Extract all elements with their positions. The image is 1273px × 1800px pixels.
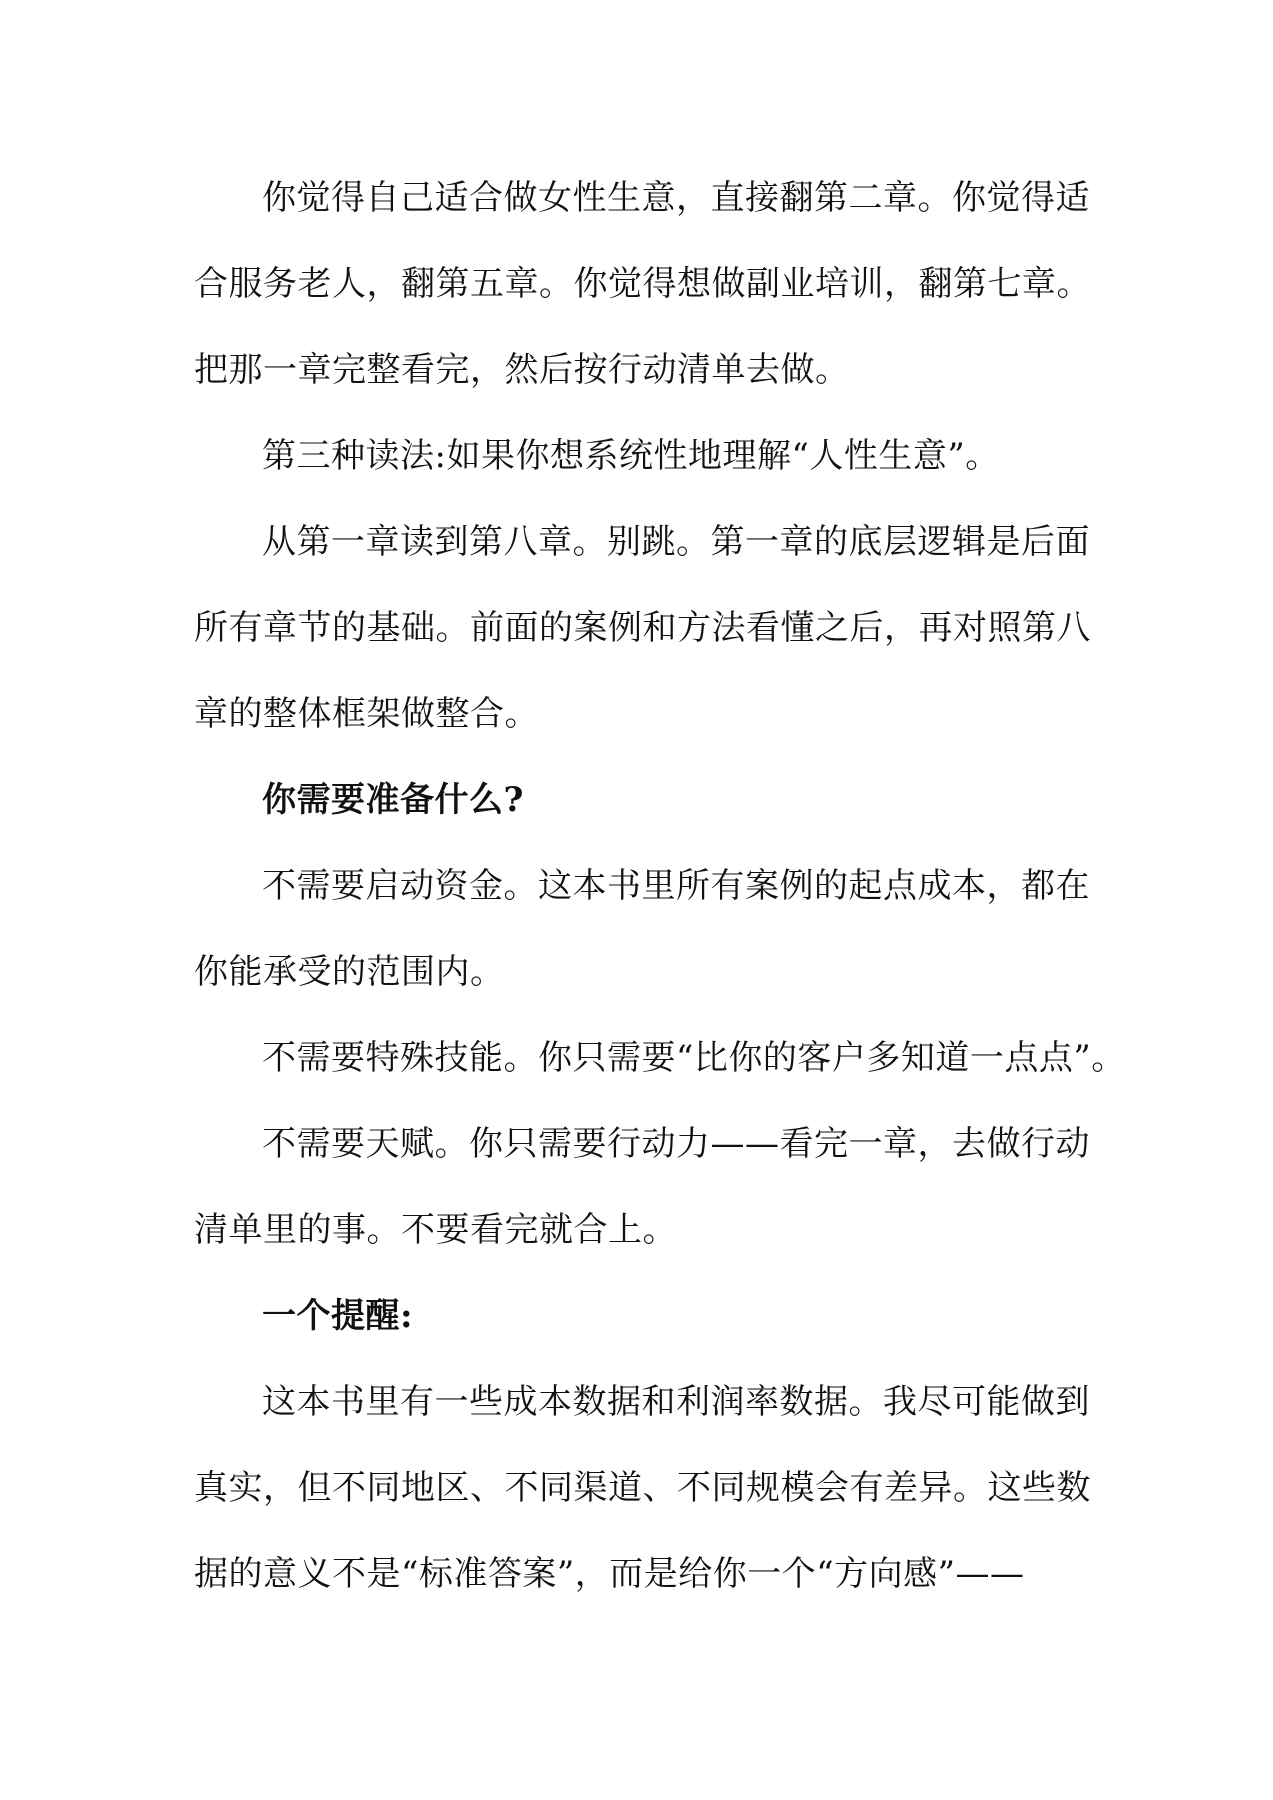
paragraph-line: 不需要特殊技能。你只需要“比你的客户多知道一点点”。	[262, 1038, 1126, 1078]
paragraph-line: 真实，但不同地区、不同渠道、不同规模会有差异。这些数	[194, 1468, 1091, 1508]
paragraph-line: 章的整体框架做整合。	[194, 694, 539, 734]
paragraph-line: 从第一章读到第八章。别跳。第一章的底层逻辑是后面	[262, 522, 1090, 562]
paragraph-line: 清单里的事。不要看完就合上。	[194, 1210, 677, 1250]
paragraph-line: 所有章节的基础。前面的案例和方法看懂之后，再对照第八	[194, 608, 1091, 648]
paragraph-line: 合服务老人，翻第五章。你觉得想做副业培训，翻第七章。	[194, 264, 1091, 304]
paragraph-line: 你能承受的范围内。	[194, 952, 505, 992]
paragraph-line: 第三种读法:如果你想系统性地理解“人性生意”。	[262, 436, 1000, 476]
paragraph-line: 把那一章完整看完，然后按行动清单去做。	[194, 350, 850, 390]
section-heading: 一个提醒:	[262, 1296, 414, 1336]
paragraph-line: 不需要启动资金。这本书里所有案例的起点成本，都在	[262, 866, 1090, 906]
paragraph-line: 据的意义不是“标准答案”，而是给你一个“方向感”——	[194, 1554, 1025, 1594]
paragraph-line: 你觉得自己适合做女性生意，直接翻第二章。你觉得适	[262, 178, 1090, 218]
paragraph-line: 不需要天赋。你只需要行动力——看完一章，去做行动	[262, 1124, 1090, 1164]
paragraph-line: 这本书里有一些成本数据和利润率数据。我尽可能做到	[262, 1382, 1090, 1422]
section-heading: 你需要准备什么?	[262, 780, 524, 820]
